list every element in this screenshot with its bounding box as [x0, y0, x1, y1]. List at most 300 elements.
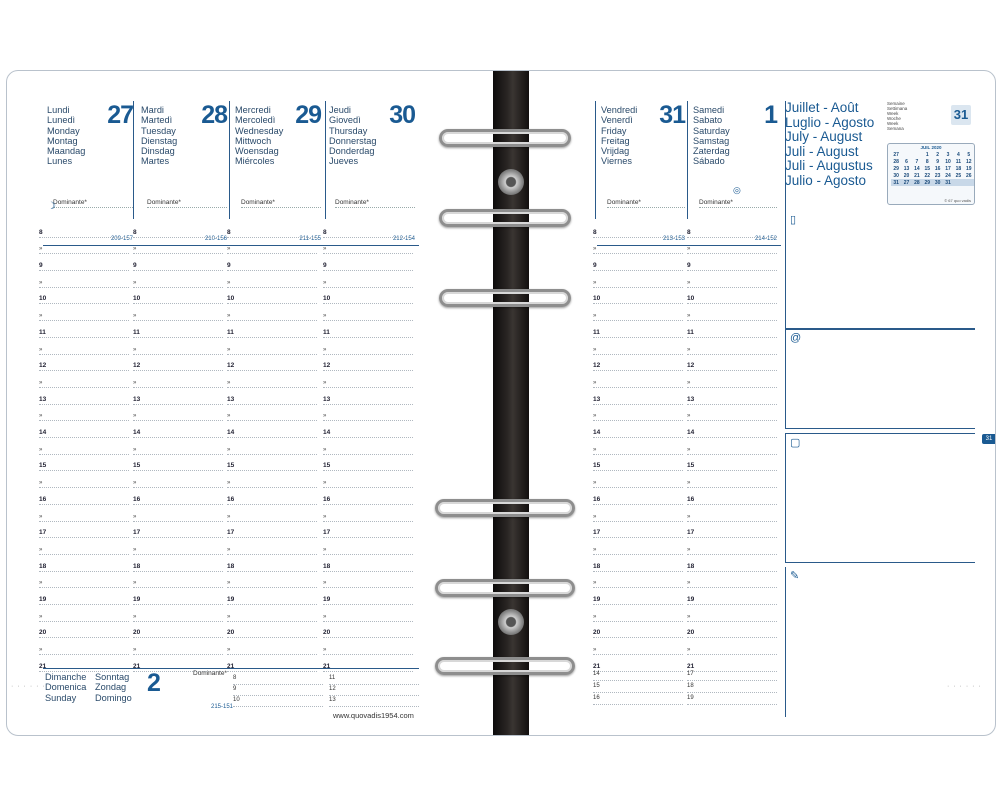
day-name: Samstag [693, 135, 730, 146]
hour-row[interactable] [227, 555, 317, 572]
half-hour-row[interactable] [323, 572, 413, 589]
email-notes-box[interactable] [785, 329, 975, 429]
hour-label: 21 [133, 662, 141, 670]
saturday-hour-line[interactable]: 15 [593, 683, 683, 693]
saturday-hour-line[interactable]: 19 [687, 695, 777, 705]
half-hour-row[interactable] [133, 238, 223, 255]
dominante-field[interactable]: Dominante* [335, 199, 415, 208]
half-hour-row[interactable] [133, 271, 223, 288]
moon-icon: ☽ [47, 201, 56, 212]
day-name: Mittwoch [235, 135, 272, 146]
hour-label: 13 [133, 395, 141, 403]
calendar-cell[interactable]: 18 [955, 165, 962, 172]
calendar-cell[interactable]: 9 [936, 159, 940, 166]
calendar-cell[interactable]: 26 [966, 172, 972, 179]
calendar-cell[interactable]: 3 [946, 152, 950, 159]
half-hour-row[interactable] [227, 639, 317, 656]
hour-row[interactable] [39, 254, 129, 271]
half-hour-row[interactable] [593, 371, 683, 388]
sunday-hour-line[interactable]: 12 [329, 686, 419, 696]
sunday-hour-line[interactable]: 11 [329, 675, 419, 685]
hour-row[interactable] [133, 388, 223, 405]
half-hour-row[interactable] [227, 338, 317, 355]
half-hour-row[interactable] [227, 572, 317, 589]
hour-label: 9 [227, 262, 231, 270]
half-hour-row[interactable] [593, 505, 683, 522]
calendar-cell[interactable]: 6 [905, 159, 908, 166]
hour-label: 11 [323, 328, 330, 336]
hour-row[interactable] [687, 622, 777, 639]
half-hour-row[interactable] [593, 271, 683, 288]
hour-row[interactable] [593, 588, 683, 605]
sunday-hour-line[interactable]: 13 [329, 697, 419, 707]
half-hour-row[interactable] [39, 505, 129, 522]
hour-row[interactable] [323, 388, 413, 405]
half-hour-row[interactable] [593, 305, 683, 322]
hour-row[interactable] [39, 588, 129, 605]
hour-row[interactable] [227, 388, 317, 405]
hour-row[interactable] [593, 655, 683, 672]
calendar-cell[interactable]: 21 [914, 172, 920, 179]
hour-label: 15 [687, 462, 695, 470]
half-hour-row[interactable] [323, 505, 413, 522]
half-hour-mark: » [687, 246, 691, 253]
calendar-cell[interactable] [953, 179, 963, 186]
binder-ring [435, 657, 575, 675]
calendar-cell[interactable]: 13 [903, 165, 910, 172]
hour-row[interactable] [593, 388, 683, 405]
dominante-field[interactable]: Dominante* [241, 199, 321, 208]
half-hour-row[interactable] [39, 238, 129, 255]
calendar-cell[interactable] [912, 152, 922, 159]
half-hour-row[interactable] [133, 305, 223, 322]
hour-row[interactable] [323, 588, 413, 605]
half-hour-mark: » [39, 379, 43, 386]
column-divider [229, 101, 230, 219]
hour-row[interactable] [687, 488, 777, 505]
calendar-cell[interactable]: 30 [893, 172, 899, 179]
hour-row[interactable] [39, 221, 129, 238]
hour-label: 8 [227, 228, 231, 236]
calendar-cell[interactable]: 8 [925, 159, 929, 166]
hour-row[interactable] [227, 288, 317, 305]
hour-row[interactable] [323, 254, 413, 271]
half-hour-row[interactable] [227, 271, 317, 288]
half-hour-row[interactable] [39, 305, 129, 322]
hour-label: 17 [133, 529, 141, 537]
day-name: Viernes [601, 156, 632, 167]
half-hour-row[interactable] [593, 338, 683, 355]
hour-row[interactable] [133, 455, 223, 472]
hour-label: 13 [687, 395, 695, 403]
hour-row[interactable] [133, 288, 223, 305]
calendar-cell[interactable]: 14 [914, 165, 920, 172]
half-hour-mark: » [133, 413, 137, 420]
half-hour-row[interactable] [687, 371, 777, 388]
calendar-cell[interactable]: 15 [924, 165, 931, 172]
hour-label: 21 [227, 662, 235, 670]
hour-row[interactable] [227, 488, 317, 505]
hour-row[interactable] [39, 555, 129, 572]
half-hour-mark: » [593, 613, 597, 620]
half-hour-row[interactable] [323, 605, 413, 622]
half-hour-row[interactable] [323, 639, 413, 656]
binder-ring [435, 579, 575, 597]
hour-row[interactable] [39, 355, 129, 372]
hour-row[interactable] [593, 355, 683, 372]
half-hour-row[interactable] [687, 305, 777, 322]
day-name: Maandag [47, 146, 86, 157]
half-hour-row[interactable] [687, 505, 777, 522]
half-hour-row[interactable] [593, 639, 683, 656]
half-hour-row[interactable] [323, 371, 413, 388]
half-hour-row[interactable] [687, 238, 777, 255]
hour-row[interactable] [687, 221, 777, 238]
week-word: Woche [887, 116, 901, 121]
hour-row[interactable] [227, 321, 317, 338]
half-hour-row[interactable] [133, 572, 223, 589]
day-code: 212-154 [392, 236, 415, 242]
hour-label: 13 [39, 395, 47, 403]
hour-row[interactable] [593, 455, 683, 472]
week-word: Week [887, 121, 899, 126]
half-hour-row[interactable] [39, 605, 129, 622]
calendar-cell[interactable]: 28 [912, 179, 922, 186]
hour-row[interactable] [687, 421, 777, 438]
hour-row[interactable] [687, 522, 777, 539]
half-hour-row[interactable] [323, 271, 413, 288]
at-icon: @ [790, 332, 802, 344]
day-name: Sonntag [95, 672, 130, 682]
calendar-cell[interactable]: 30 [933, 179, 943, 186]
hour-label: 19 [323, 596, 331, 604]
hour-label: 16 [323, 495, 331, 503]
calendar-cell[interactable]: 11 [955, 159, 962, 166]
day-name: Woensdag [235, 146, 279, 157]
calendar-cell[interactable]: 27 [901, 179, 911, 186]
hour-row[interactable] [323, 355, 413, 372]
hour-row[interactable] [133, 355, 223, 372]
dominante-field[interactable]: Dominante* [147, 199, 227, 208]
hour-row[interactable] [687, 321, 777, 338]
half-hour-mark: » [133, 246, 137, 253]
half-hour-row[interactable] [133, 338, 223, 355]
hour-row[interactable] [323, 555, 413, 572]
half-hour-row[interactable] [227, 472, 317, 489]
half-hour-row[interactable] [39, 572, 129, 589]
month-title: July - August [785, 129, 863, 145]
hour-row[interactable] [133, 622, 223, 639]
half-hour-row[interactable] [593, 572, 683, 589]
half-hour-mark: » [593, 413, 597, 420]
hour-row[interactable] [39, 388, 129, 405]
half-hour-row[interactable] [323, 405, 413, 422]
half-hour-row[interactable] [133, 538, 223, 555]
calendar-cell[interactable]: 28 [893, 159, 899, 166]
calendar-cell[interactable]: 4 [957, 152, 960, 159]
half-hour-row[interactable] [39, 405, 129, 422]
calendar-week-row [891, 172, 974, 179]
hour-label: 12 [687, 362, 695, 370]
month-title: Julio - Agosto [785, 172, 867, 188]
hour-row[interactable] [39, 321, 129, 338]
half-hour-row[interactable] [227, 538, 317, 555]
hour-row[interactable] [133, 221, 223, 238]
half-hour-row[interactable] [687, 472, 777, 489]
half-hour-row[interactable] [227, 405, 317, 422]
half-hour-row[interactable] [39, 538, 129, 555]
half-hour-row[interactable] [687, 605, 777, 622]
hour-row[interactable] [133, 254, 223, 271]
half-hour-row[interactable] [593, 238, 683, 255]
day-name: Zaterdag [693, 146, 730, 157]
half-hour-row[interactable] [133, 605, 223, 622]
calendar-cell[interactable]: 31 [943, 179, 953, 186]
hour-row[interactable] [593, 321, 683, 338]
day-name: Jueves [329, 156, 359, 167]
half-hour-row[interactable] [687, 572, 777, 589]
dominante-field[interactable]: Dominante* [699, 199, 777, 208]
calendar-cell[interactable]: 24 [945, 172, 951, 179]
calendar-cell[interactable] [964, 179, 974, 186]
half-hour-mark: » [323, 346, 327, 353]
hour-row[interactable] [39, 455, 129, 472]
half-hour-mark: » [133, 446, 137, 453]
half-hour-mark: » [687, 647, 691, 654]
half-hour-row[interactable] [39, 338, 129, 355]
hour-row[interactable] [593, 555, 683, 572]
half-hour-row[interactable] [39, 438, 129, 455]
hour-row[interactable] [593, 488, 683, 505]
half-hour-mark: » [593, 279, 597, 286]
hour-label: 20 [323, 629, 331, 637]
half-hour-row[interactable] [593, 405, 683, 422]
day-names [329, 105, 377, 167]
hour-row[interactable] [593, 221, 683, 238]
month-titles [785, 101, 874, 189]
calendar-cell[interactable]: 29 [922, 179, 932, 186]
day-name: Thursday [329, 125, 368, 136]
hour-row[interactable] [227, 254, 317, 271]
hour-row[interactable] [227, 455, 317, 472]
calendar-cell[interactable]: 31 [891, 179, 901, 186]
hour-row[interactable] [133, 488, 223, 505]
hour-row[interactable] [593, 254, 683, 271]
hour-row[interactable] [227, 421, 317, 438]
half-hour-row[interactable] [687, 338, 777, 355]
calendar-cell[interactable]: 7 [915, 159, 919, 166]
hour-row[interactable] [323, 221, 413, 238]
saturday-hour-line[interactable]: 18 [687, 683, 777, 693]
calendar-cell[interactable]: 17 [945, 165, 951, 172]
calendar-cell[interactable]: 1 [925, 152, 929, 159]
hour-row[interactable] [687, 655, 777, 672]
day-number: 30 [389, 101, 415, 129]
half-hour-row[interactable] [323, 472, 413, 489]
half-hour-row[interactable] [687, 438, 777, 455]
hour-label: 21 [687, 662, 695, 670]
hour-row[interactable] [133, 588, 223, 605]
half-hour-row[interactable] [227, 305, 317, 322]
half-hour-row[interactable] [227, 505, 317, 522]
half-hour-row[interactable] [323, 338, 413, 355]
half-hour-row[interactable] [133, 505, 223, 522]
hour-row[interactable] [687, 288, 777, 305]
half-hour-row[interactable] [323, 438, 413, 455]
hour-row[interactable] [133, 522, 223, 539]
sunday-hour-line[interactable]: 9 [233, 686, 323, 696]
sunday-day-code: 215-151 [211, 704, 234, 710]
half-hour-row[interactable] [39, 371, 129, 388]
half-hour-row[interactable] [227, 605, 317, 622]
half-hour-row[interactable] [133, 639, 223, 656]
hour-row[interactable] [39, 622, 129, 639]
half-hour-row[interactable] [323, 238, 413, 255]
half-hour-mark: » [593, 346, 597, 353]
sunday-hour-line[interactable]: 10 [233, 697, 323, 707]
calendar-cell[interactable]: 22 [924, 172, 931, 179]
hour-row[interactable] [687, 388, 777, 405]
dominante-field[interactable]: Dominante* [53, 199, 133, 208]
hour-row[interactable] [39, 288, 129, 305]
calendar-cell[interactable]: 12 [966, 159, 972, 166]
half-hour-mark: » [227, 613, 231, 620]
half-hour-row[interactable] [593, 538, 683, 555]
calendar-cell[interactable]: 23 [934, 172, 941, 179]
hour-row[interactable] [323, 622, 413, 639]
half-hour-row[interactable] [687, 538, 777, 555]
hour-row[interactable] [593, 522, 683, 539]
half-hour-row[interactable] [39, 472, 129, 489]
half-hour-row[interactable] [227, 238, 317, 255]
calendar-cell[interactable]: 29 [893, 165, 899, 172]
half-hour-mark: » [39, 647, 43, 654]
half-hour-mark: » [133, 480, 137, 487]
half-hour-row[interactable] [593, 605, 683, 622]
half-hour-mark: » [133, 346, 137, 353]
saturday-hour-line[interactable]: 16 [593, 695, 683, 705]
hour-label: 19 [593, 596, 601, 604]
calendar-header: JUIL 2020 [920, 145, 942, 150]
saturday-hour-line[interactable]: 14 [593, 671, 683, 681]
sunday-hour-line[interactable]: 8 [233, 675, 323, 685]
phone-notes-box[interactable] [785, 211, 975, 329]
hour-row[interactable] [227, 588, 317, 605]
saturday-hour-line[interactable]: 17 [687, 671, 777, 681]
hour-label: 9 [133, 262, 137, 270]
hour-row[interactable] [39, 421, 129, 438]
hour-row[interactable] [593, 622, 683, 639]
half-hour-mark: » [133, 647, 137, 654]
day-code: 214-152 [754, 236, 777, 242]
day-names [693, 105, 730, 167]
calendar-cell[interactable]: 10 [945, 159, 951, 166]
half-hour-row[interactable] [227, 438, 317, 455]
hour-label: 15 [227, 462, 235, 470]
hour-row[interactable] [687, 355, 777, 372]
half-hour-mark: » [323, 379, 327, 386]
half-hour-row[interactable] [133, 472, 223, 489]
half-hour-row[interactable] [39, 639, 129, 656]
hour-row[interactable] [227, 355, 317, 372]
hour-row[interactable] [133, 421, 223, 438]
half-hour-row[interactable] [687, 405, 777, 422]
day-name: Giovedì [329, 115, 361, 126]
hour-row[interactable] [593, 421, 683, 438]
binder-ring [439, 289, 571, 307]
calendar-cell[interactable]: 19 [966, 165, 972, 172]
half-hour-row[interactable] [323, 305, 413, 322]
dominante-field[interactable]: Dominante* [607, 199, 685, 208]
half-hour-row[interactable] [323, 538, 413, 555]
week-side-tab[interactable]: 31 [982, 434, 996, 444]
half-hour-mark: » [39, 480, 43, 487]
hour-row[interactable] [39, 488, 129, 505]
hour-row[interactable] [227, 622, 317, 639]
hour-label: 11 [39, 328, 46, 336]
half-hour-row[interactable] [227, 371, 317, 388]
memo-notes-box[interactable] [785, 433, 975, 563]
hour-row[interactable] [323, 288, 413, 305]
binder-ring [439, 209, 571, 227]
hour-row[interactable] [227, 522, 317, 539]
calendar-cell[interactable]: 20 [903, 172, 910, 179]
day-code: 209-157 [110, 236, 133, 242]
mini-calendar [887, 101, 975, 205]
calendar-cell[interactable]: 5 [967, 152, 971, 159]
day-name: Zondag [95, 682, 127, 693]
calendar-cell[interactable] [901, 152, 911, 159]
half-hour-mark: » [593, 446, 597, 453]
hour-label: 18 [133, 562, 141, 570]
calendar-cell[interactable]: 2 [936, 152, 940, 159]
half-hour-row[interactable] [593, 438, 683, 455]
pen-notes-box[interactable] [785, 567, 975, 717]
hour-row[interactable] [323, 321, 413, 338]
hour-row[interactable] [687, 455, 777, 472]
hour-row[interactable] [323, 488, 413, 505]
hour-row[interactable] [687, 588, 777, 605]
hour-row[interactable] [593, 288, 683, 305]
hour-label: 21 [39, 662, 47, 670]
day-name: Martedì [141, 115, 173, 126]
pen-icon: ✎ [790, 570, 800, 582]
hour-row[interactable] [133, 555, 223, 572]
day-name: Dimanche [45, 672, 87, 682]
half-hour-row[interactable] [133, 371, 223, 388]
hour-row[interactable] [133, 321, 223, 338]
half-hour-row[interactable] [133, 438, 223, 455]
half-hour-row[interactable] [593, 472, 683, 489]
hour-row[interactable] [687, 555, 777, 572]
hour-label: 14 [323, 429, 331, 437]
hour-row[interactable] [323, 455, 413, 472]
calendar-cell[interactable]: 16 [934, 165, 941, 172]
calendar-cell[interactable]: 27 [893, 152, 899, 159]
sunday-section [43, 668, 419, 714]
hour-row[interactable] [227, 221, 317, 238]
hour-row[interactable] [323, 421, 413, 438]
calendar-cell[interactable]: 25 [955, 172, 962, 179]
half-hour-row[interactable] [39, 271, 129, 288]
half-hour-row[interactable] [687, 639, 777, 656]
half-hour-row[interactable] [133, 405, 223, 422]
half-hour-row[interactable] [687, 271, 777, 288]
hour-row[interactable] [323, 522, 413, 539]
hour-row[interactable] [687, 254, 777, 271]
hour-row[interactable] [39, 522, 129, 539]
hour-label: 8 [687, 228, 691, 236]
